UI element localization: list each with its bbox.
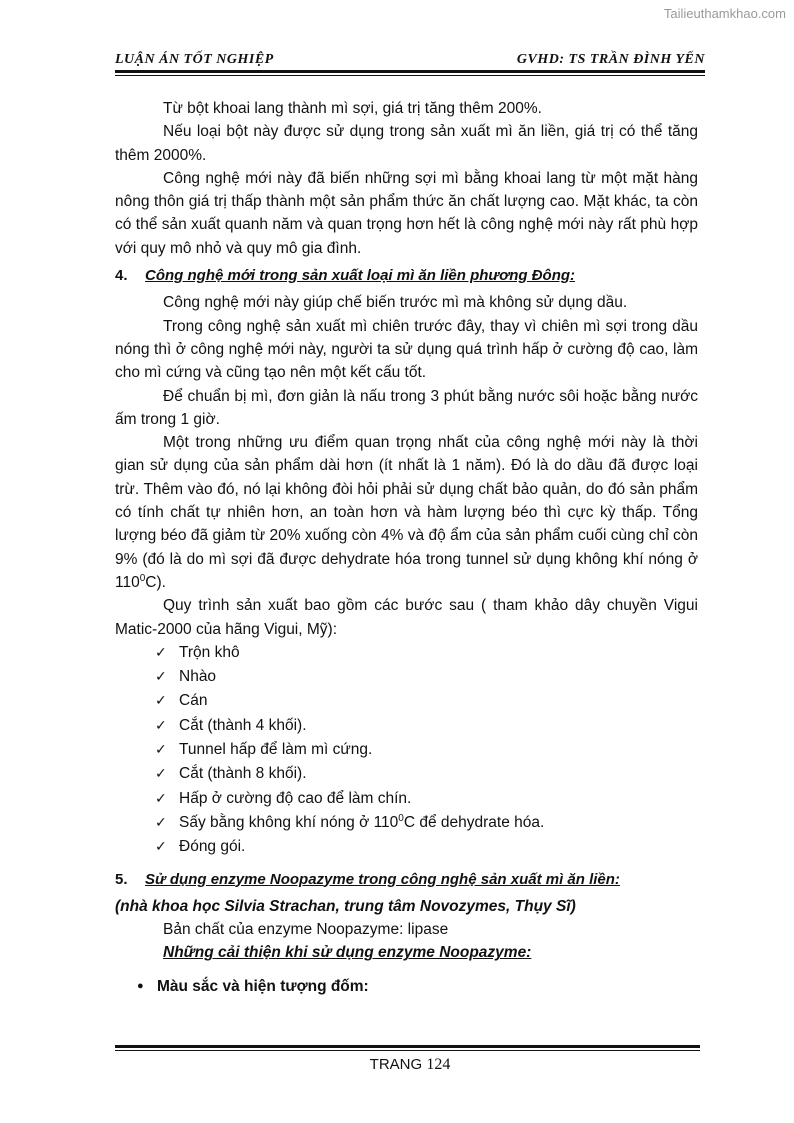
- step-label: Cắt (thành 8 khối).: [179, 765, 307, 783]
- step-label: Đóng gói.: [179, 838, 246, 856]
- step-label: Nhào: [179, 668, 217, 686]
- checkmark-icon: ✓: [155, 814, 167, 831]
- header-advisor: GVHD: TS TRẦN ĐÌNH YẾN: [516, 52, 705, 67]
- list-item: [155, 738, 698, 762]
- checkmark-icon: ✓: [155, 839, 167, 856]
- section-heading-4: [115, 264, 698, 287]
- footer-rule-thick: [115, 1045, 700, 1048]
- list-item: [155, 641, 698, 665]
- paragraph: Trong công nghệ sản xuất mì chiên trước đây, thay vì chiên mì sợi trong dầu nóng thì ở công nghệ mới này, người ta sử dụng quá trình hấp ở cường độ cao, làm cho mì cứng và cũng tạo nên một kết cấu tốt.: [115, 317, 698, 382]
- list-item: [155, 762, 698, 786]
- superscript: 0: [398, 812, 404, 824]
- paragraph: Công nghệ mới này đã biến những sợi mì bằng khoai lang từ một mặt hàng nông thôn giá trị thấp thành một sản phẩm thức ăn chất lượng cao. Mặt khác, ta còn có thể sản xuất quanh năm và quan trọng hơn hết là công nghệ mới này rất phù hợp với quy mô nhỏ và quy mô gia đình.: [115, 169, 698, 257]
- sub-heading: Những cải thiện khi sử dụng enzyme Noopazyme:: [163, 944, 532, 962]
- bullet-icon: ●: [137, 979, 144, 992]
- header-rule-thick: [115, 70, 705, 73]
- paragraph-text: Một trong những ưu điểm quan trọng nhất của công nghệ mới này là thời gian sử dụng của sản phẩm dài hơn (ít nhất là 1 năm). Đó là do dầu đã được loại trừ. Thêm vào đó, nó lại không đòi hỏi phải sử dụng chất bảo quản, do đó sản phẩm có tính chất tự nhiên hơn, an toàn hơn và hàm lượng béo thì cực kỳ thấp. Tổng lượng béo đã giảm từ 20% xuống còn 4% và độ ẩm của sản phẩm cuối cùng chỉ còn 9% (đó là do mì sợi đã được dehydrate hóa trong tunnel sử dụng không khí nóng ở 110: [115, 434, 698, 591]
- section-note: (nhà khoa học Silvia Strachan, trung tâm Novozymes, Thụy Sĩ): [115, 897, 576, 915]
- section-number: 4.: [115, 267, 128, 285]
- list-item: [155, 835, 698, 859]
- watermark: Tailieuthamkhao.com: [663, 6, 786, 21]
- paragraph-text: C).: [145, 573, 166, 591]
- checkmark-icon: ✓: [155, 693, 167, 710]
- header-rule-thin: [115, 75, 705, 76]
- step-label: Hấp ở cường độ cao để làm chín.: [179, 789, 412, 807]
- step-label: Sấy bằng không khí nóng ở 110: [179, 813, 399, 831]
- checkmark-icon: ✓: [155, 790, 167, 807]
- checkmark-icon: ✓: [155, 766, 167, 783]
- page-label: TRANG: [369, 1056, 423, 1073]
- superscript: 0: [139, 572, 146, 584]
- bullet-label: Màu sắc và hiện tượng đốm:: [157, 977, 369, 995]
- list-item: [155, 714, 698, 738]
- checkmark-icon: ✓: [155, 717, 167, 734]
- step-label: Cắt (thành 4 khối).: [179, 716, 307, 734]
- step-label: Tunnel hấp để làm mì cứng.: [179, 741, 373, 759]
- checkmark-icon: ✓: [155, 742, 167, 759]
- list-item: [155, 787, 698, 811]
- step-label: C để dehydrate hóa.: [403, 813, 545, 831]
- list-item: [155, 665, 698, 689]
- paragraph: Để chuẩn bị mì, đơn giản là nấu trong 3 phút bằng nước sôi hoặc bằng nước ấm trong 1 giờ.: [115, 387, 698, 428]
- section-title: Công nghệ mới trong sản xuất loại mì ăn liền phương Đông:: [145, 267, 576, 285]
- bullet-heading: [137, 975, 698, 998]
- checkmark-icon: ✓: [155, 669, 167, 686]
- page-header: [115, 52, 705, 72]
- paragraph: Quy trình sản xuất bao gồm các bước sau ( tham khảo dây chuyền Vigui Matic-2000 của hãng Vigui, Mỹ):: [115, 597, 698, 638]
- list-item: [155, 811, 698, 835]
- paragraph: Từ bột khoai lang thành mì sợi, giá trị tăng thêm 200%.: [163, 100, 542, 117]
- checkmark-icon: ✓: [155, 644, 167, 661]
- section-title: Sử dụng enzyme Noopazyme trong công nghệ sản xuất mì ăn liền:: [145, 870, 620, 888]
- footer-rule-thin: [115, 1050, 700, 1051]
- paragraph: Nếu loại bột này được sử dụng trong sản xuất mì ăn liền, giá trị có thể tăng thêm 2000%.: [115, 123, 698, 164]
- paragraph: [115, 431, 698, 594]
- process-steps-list: [115, 641, 698, 860]
- step-label: Trộn khô: [179, 643, 240, 661]
- header-thesis-title: LUẬN ÁN TỐT NGHIỆP: [115, 52, 274, 67]
- section-number: 5.: [115, 870, 128, 888]
- paragraph: Bản chất của enzyme Noopazyme: lipase: [163, 921, 449, 939]
- paragraph: Công nghệ mới này giúp chế biến trước mì mà không sử dụng dầu.: [163, 294, 628, 312]
- section-heading-5: [115, 868, 698, 891]
- page-content: [115, 97, 698, 998]
- step-label: Cán: [179, 692, 208, 710]
- page-number: 124: [426, 1056, 451, 1073]
- page-footer: [13, 1056, 794, 1074]
- list-item: [155, 689, 698, 713]
